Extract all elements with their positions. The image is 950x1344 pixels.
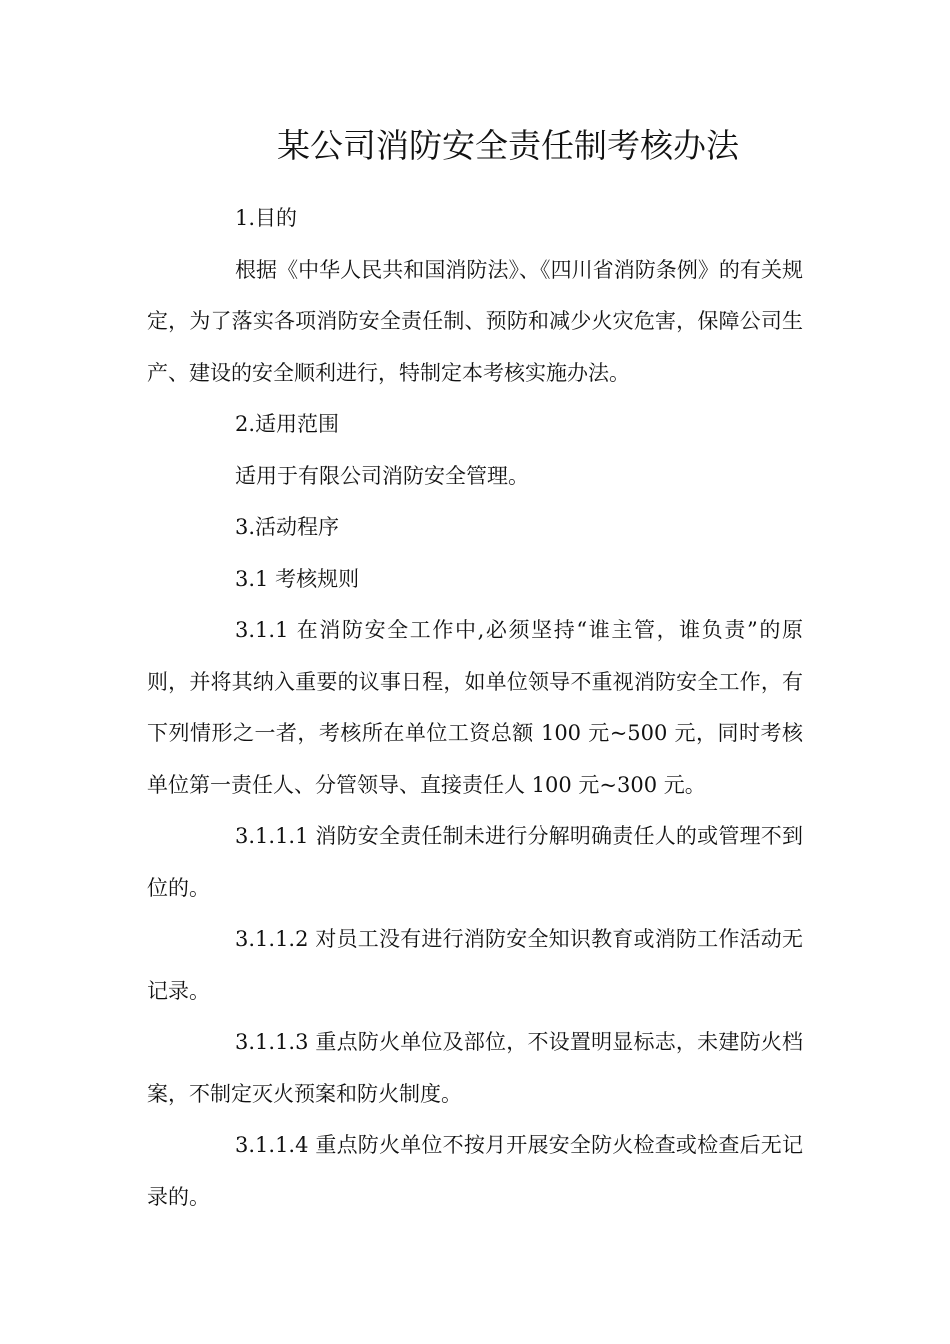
paragraph-purpose: 根据《中华人民共和国消防法》、《四川省消防条例》的有关规定，为了落实各项消防安全责任制、预防和减少火灾危害，保障公司生产、建设的安全顺利进行，特制定本考核实施办法。: [147, 257, 803, 385]
document-title: 某公司消防安全责任制考核办法: [277, 126, 739, 165]
document-body: [147, 193, 803, 1223]
clause-3-1-1-1: 3.1.1.1 消防安全责任制未进行分解明确责任人的或管理不到位的。: [147, 824, 803, 900]
section-heading-purpose: 1.目的: [235, 206, 298, 230]
section-heading-procedure: 3.活动程序: [235, 515, 340, 539]
clause-3-1-1: 3.1.1 在消防安全工作中,必须坚持“谁主管，谁负责”的原则，并将其纳入重要的议事日程，如单位领导不重视消防安全工作，有下列情形之一者，考核所在单位工资总额 100 元~500 元，同时考核单位第一责任人、分管领导、直接责任人 100 元~300 元。: [147, 618, 803, 797]
clause-3-1-1-2: 3.1.1.2 对员工没有进行消防安全知识教育或消防工作活动无记录。: [147, 927, 803, 1003]
paragraph-scope: 适用于有限公司消防安全管理。: [235, 463, 529, 488]
section-heading-scope: 2.适用范围: [235, 412, 340, 436]
subsection-heading-rules: 3.1 考核规则: [235, 566, 360, 591]
clause-3-1-1-3: 3.1.1.3 重点防火单位及部位，不设置明显标志，未建防火档案，不制定灭火预案和防火制度。: [147, 1030, 803, 1106]
clause-3-1-1-4: 3.1.1.4 重点防火单位不按月开展安全防火检查或检查后无记录的。: [147, 1133, 803, 1209]
